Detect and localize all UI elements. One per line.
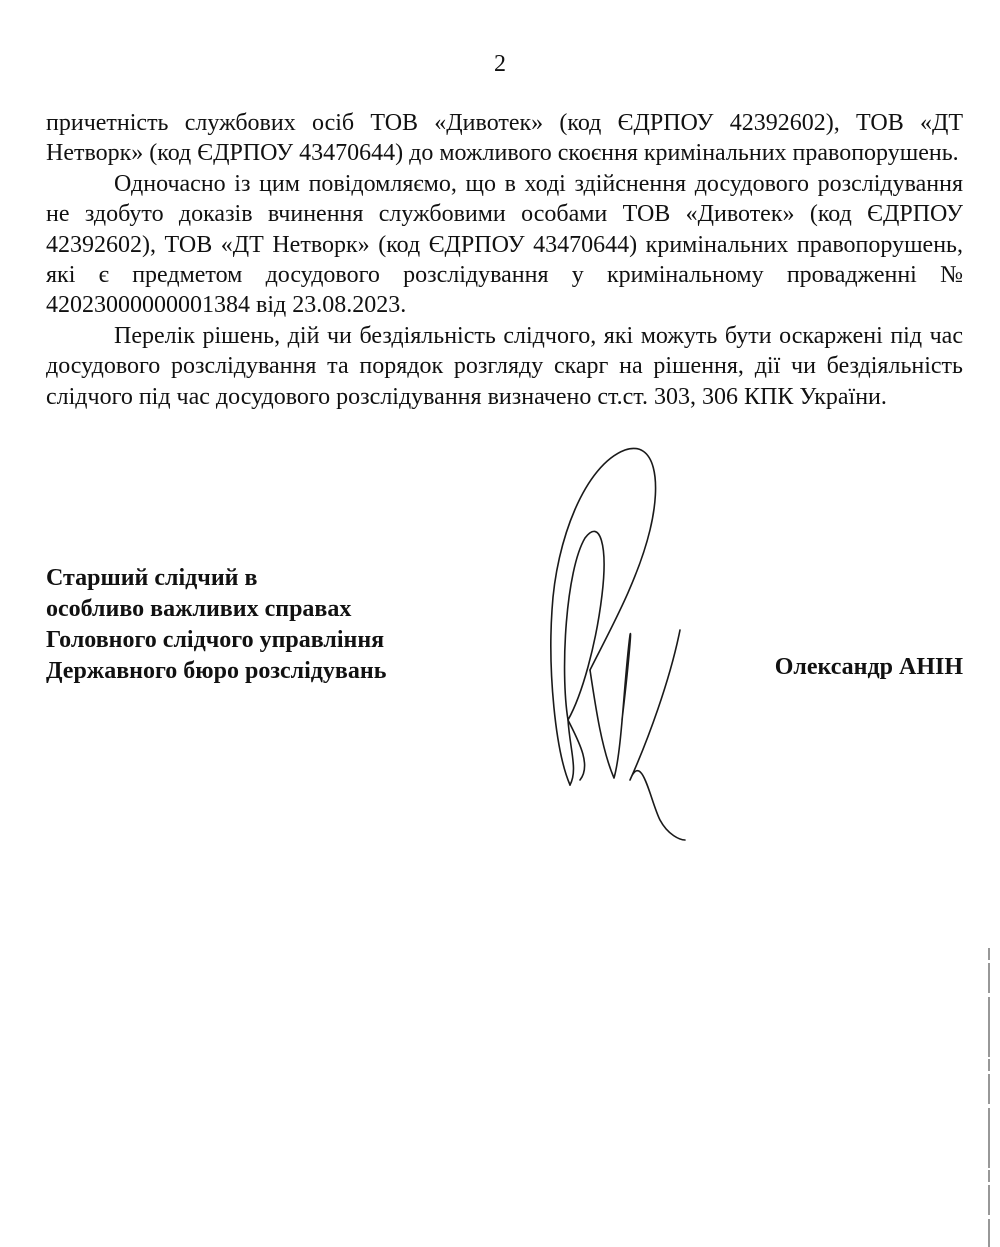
paragraph-appeal-procedure: Перелік рішень, дій чи бездіяльність слідчого, які можуть бути оскаржені під час досудового розслідування та порядок розгляду скарг на рішення, дії чи бездіяльність слідчого під час досудового розслідування визначено ст.ст. 303, 306 КПК України. [46,322,963,410]
position-line: Головного слідчого управління [46,627,385,653]
letter-body [46,108,963,412]
signatory-position [46,563,546,687]
handwritten-signature [530,420,710,860]
scan-edge-line [987,948,991,1247]
position-line: особливо важливих справах [46,596,352,622]
paragraph-no-evidence: Одночасно із цим повідомляємо, що в ході здійснення досудового розслідування не здобуто доказів вчинення службовими особами ТОВ «Дивотек» (код ЄДРПОУ 42392602), ТОВ «ДТ Нетворк» (код ЄДРПОУ 43470644) кримінальних правопорушень, які є предметом досудового розслідування у кримінальному провадженні № 42023000000001384 від 23.08.2023. [46,170,963,319]
page-number: 2 [494,51,506,77]
paragraph-continuation: причетність службових осіб ТОВ «Дивотек» (код ЄДРПОУ 42392602), ТОВ «ДТ Нетворк» (код ЄДРПОУ 43470644) до можливого скоєння кримінальних правопорушень. [46,110,963,167]
position-line: Старший слідчий в [46,565,258,591]
signer-name: Олександр АНІН [774,654,963,680]
position-line: Державного бюро розслідувань [46,658,387,684]
